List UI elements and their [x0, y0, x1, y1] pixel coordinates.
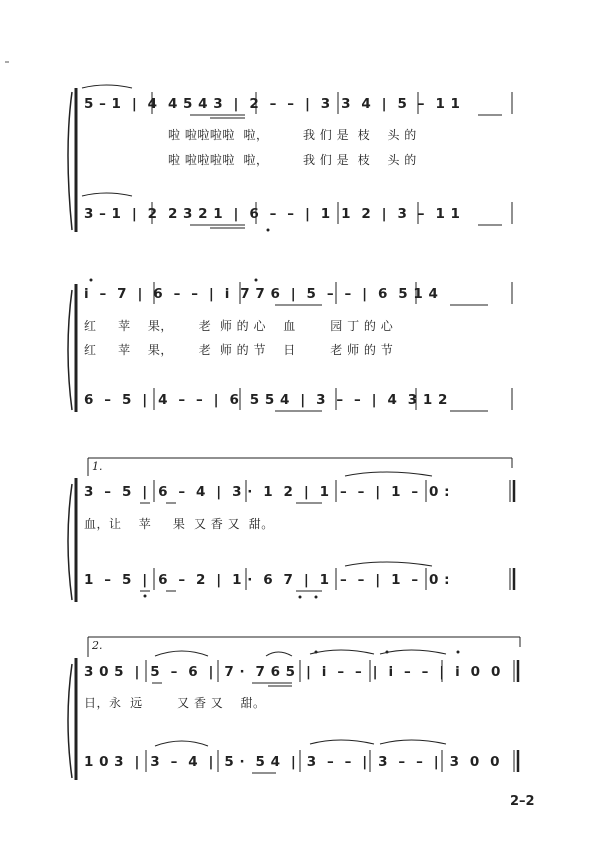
system-1-lyrics-verse-1: 啦 啦啦啦啦 啦， 我 们 是 枝 头 的 [168, 128, 417, 142]
system-1-bottom-notes: 3 – 1 | 2 2 3 2 1 | 6 – – | 1 1 2 | 3 – 1 1 [84, 206, 461, 222]
system-3-lyrics: 血，让 苹 果 又 香 又 甜。 [84, 517, 274, 531]
system-4-lyrics: 日，永 远 又 香 又 甜。 [84, 696, 266, 710]
system-3-top-notes: 3 – 5 | 6 – 4 | 3 · 1 2 | 1 – – | 1 – 0 : [84, 484, 451, 500]
system-1-top-notes: 5 – 1 | 4 4 5 4 3 | 2 – – | 3 3 4 | 5 – 1 1 [84, 96, 461, 112]
system-2-top-notes: i – 7 | 6 – – | i 7 7 6 | 5 – – | 6 5 1 4 [84, 286, 439, 302]
system-4-bottom-notes: 1 0 3 | 3 – 4 | 5 · 5 4 | 3 – – | 3 – – | 3 0 0 [84, 754, 501, 770]
page-number: 2–2 [510, 794, 535, 809]
system-2-bottom-notes: 6 – 5 | 4 – – | 6 5 5 4 | 3 – – | 4 3 1 2 [84, 392, 448, 408]
system-4-top-notes: 3 0 5 | 5 – 6 | 7 · 7 6 5 | i – – | i – – | i 0 0 [84, 664, 501, 680]
volta-second-ending: 2. [92, 639, 103, 652]
system-3-bottom-notes: 1 – 5 | 6 – 2 | 1 · 6 7 | 1 – – | 1 – 0 : [84, 572, 451, 588]
system-2-lyrics-verse-1: 红 苹 果， 老 师 的 心 血 园 丁 的 心 [84, 319, 394, 333]
system-2-lyrics-verse-2: 红 苹 果， 老 师 的 节 日 老 师 的 节 [84, 343, 394, 357]
system-1-lyrics-verse-2: 啦 啦啦啦啦 啦， 我 们 是 枝 头 的 [168, 153, 417, 167]
volta-first-ending: 1. [92, 460, 103, 473]
